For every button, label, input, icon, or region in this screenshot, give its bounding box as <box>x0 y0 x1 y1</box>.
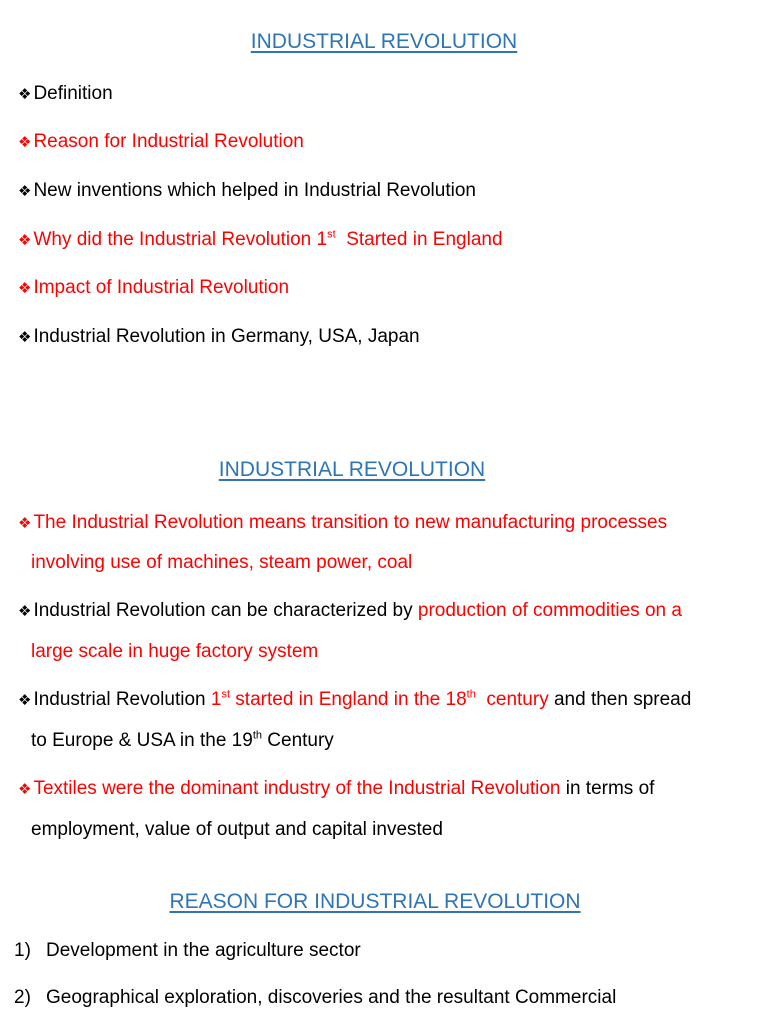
bullet-icon: ❖ <box>18 328 32 346</box>
bullet-icon: ❖ <box>18 182 32 200</box>
bullet-icon: ❖ <box>18 133 32 151</box>
numbered-item-1: 1) Development in the agriculture sector <box>14 940 361 961</box>
list-item-other-countries: ❖ Industrial Revolution in Germany, USA, Japan <box>18 326 420 347</box>
bullet-icon: ❖ <box>18 780 32 798</box>
list-item-impact: ❖ Impact of Industrial Revolution <box>18 277 290 298</box>
bullet-icon: ❖ <box>18 691 32 709</box>
section-2-title: INDUSTRIAL REVOLUTION <box>218 458 486 481</box>
characterization-paragraph-line-2: large scale in huge factory system <box>31 641 319 662</box>
list-item-inventions: ❖ New inventions which helped in Industrial Revolution <box>18 180 476 201</box>
bullet-icon: ❖ <box>18 279 32 297</box>
section-1-title: INDUSTRIAL REVOLUTION <box>250 30 518 53</box>
numbered-item-2: 2) Geographical exploration, discoveries and the resultant Commercial <box>14 987 617 1008</box>
list-item-reason: ❖ Reason for Industrial Revolution <box>18 131 304 152</box>
characterization-paragraph-line-1: ❖ Industrial Revolution can be characterized by production of commodities on a <box>18 600 682 621</box>
definition-paragraph-line-1: ❖ The Industrial Revolution means transition to new manufacturing processes <box>18 512 668 533</box>
definition-paragraph-line-2: involving use of machines, steam power, coal <box>31 552 413 573</box>
list-item-why-england: ❖ Why did the Industrial Revolution 1st Started in England <box>18 228 503 250</box>
origin-paragraph-line-2: to Europe & USA in the 19th Century <box>31 729 334 751</box>
bullet-icon: ❖ <box>18 85 32 103</box>
section-3-title: REASON FOR INDUSTRIAL REVOLUTION <box>169 890 581 913</box>
list-item-definition: ❖ Definition <box>18 83 113 104</box>
textiles-paragraph-line-1: ❖ Textiles were the dominant industry of the Industrial Revolution in terms of <box>18 778 655 799</box>
bullet-icon: ❖ <box>18 602 32 620</box>
origin-paragraph-line-1: ❖ Industrial Revolution 1st started in England in the 18th century and then spread <box>18 688 692 710</box>
bullet-icon: ❖ <box>18 514 32 532</box>
textiles-paragraph-line-2: employment, value of output and capital invested <box>31 819 443 840</box>
bullet-icon: ❖ <box>18 231 32 249</box>
